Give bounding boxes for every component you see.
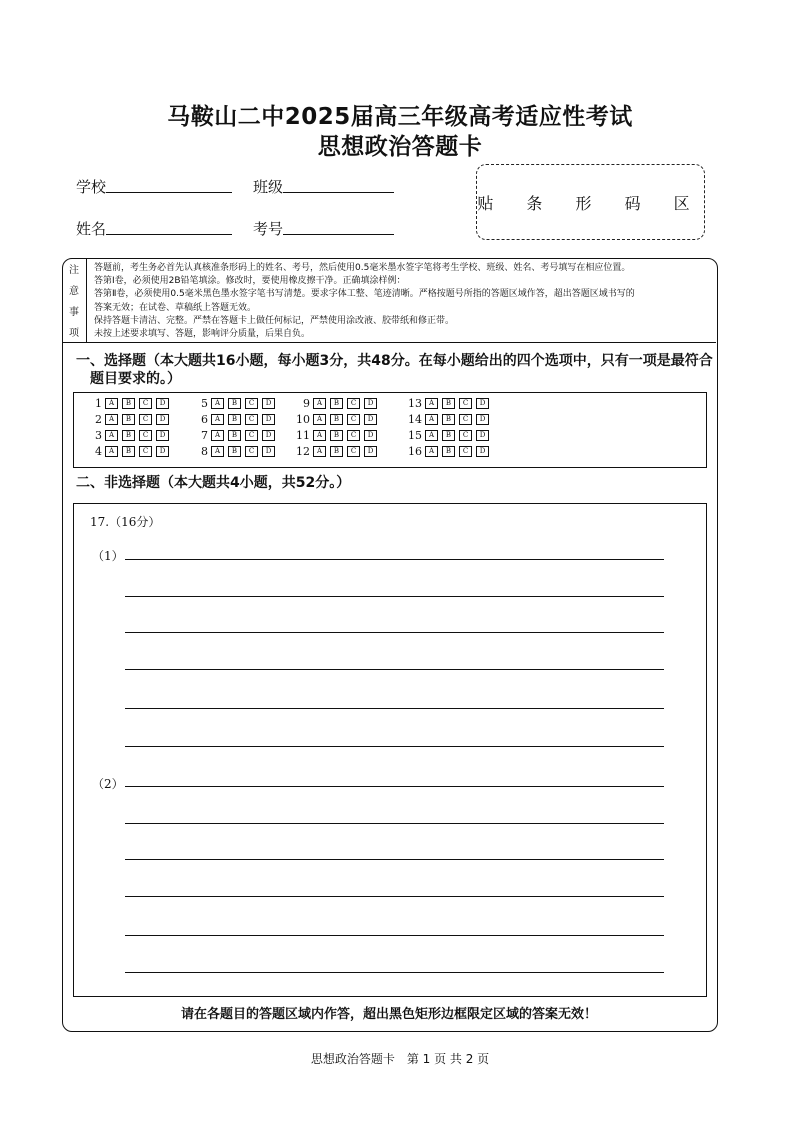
mc-question: [194, 429, 279, 442]
mc-option-bubble[interactable]: C: [139, 430, 152, 441]
mc-option-bubble[interactable]: C: [245, 398, 258, 409]
mc-question: [408, 429, 493, 442]
mc-option-bubble[interactable]: B: [330, 446, 343, 457]
mc-option-bubble[interactable]: B: [442, 414, 455, 425]
name-field[interactable]: [106, 216, 232, 235]
mc-question: [194, 397, 279, 410]
mc-option-bubble[interactable]: A: [211, 414, 224, 425]
mc-question: [296, 413, 381, 426]
exam-number-label: 考号: [253, 220, 284, 238]
section1-title-line1: 一、选择题（本大题共16小题，每小题3分，共48分。在每小题给出的四个选项中，只有一项是最符合: [76, 353, 713, 369]
mc-option-bubble[interactable]: A: [211, 446, 224, 457]
barcode-area: [476, 164, 705, 240]
mc-option-bubble[interactable]: A: [313, 414, 326, 425]
notice-line: 未按上述要求填写、答题，影响评分质量，后果自负。: [94, 329, 311, 340]
mc-option-bubble[interactable]: A: [105, 398, 118, 409]
mc-question: [88, 429, 173, 442]
mc-question: [88, 397, 173, 410]
mc-question-number: 6: [201, 413, 208, 426]
mc-option-bubble[interactable]: C: [347, 430, 360, 441]
answer-line[interactable]: [125, 786, 664, 787]
answer-line[interactable]: [125, 746, 664, 747]
mc-option-bubble[interactable]: B: [442, 446, 455, 457]
mc-question-number: 4: [95, 445, 102, 458]
mc-option-bubble[interactable]: C: [459, 430, 472, 441]
mc-option-bubble[interactable]: A: [425, 414, 438, 425]
answer-line[interactable]: [125, 972, 664, 973]
section1-title-line2: 题目要求的。）: [90, 371, 181, 387]
subject-title: 思想政治答题卡: [317, 134, 483, 160]
mc-option-bubble[interactable]: C: [347, 398, 360, 409]
mc-option-bubble[interactable]: C: [139, 446, 152, 457]
mc-question-number: 12: [296, 445, 310, 458]
mc-option-bubble[interactable]: D: [156, 446, 169, 457]
mc-option-bubble[interactable]: C: [459, 446, 472, 457]
mc-option-bubble[interactable]: C: [245, 430, 258, 441]
mc-option-bubble[interactable]: D: [262, 414, 275, 425]
mc-option-bubble[interactable]: D: [262, 430, 275, 441]
mc-option-bubble[interactable]: C: [459, 414, 472, 425]
notice-line: 答第Ⅰ卷，必须使用2B铅笔填涂。修改时，要使用橡皮擦干净。正确填涂样例：: [94, 276, 406, 287]
mc-option-bubble[interactable]: D: [156, 398, 169, 409]
multiple-choice-grid: [73, 392, 707, 468]
mc-question-number: 1: [95, 397, 102, 410]
notice-label-char: 注: [69, 265, 79, 276]
notice-label-char: 事: [69, 307, 79, 318]
mc-option-bubble[interactable]: A: [211, 430, 224, 441]
mc-question-number: 13: [408, 397, 422, 410]
mc-option-bubble[interactable]: C: [459, 398, 472, 409]
answer-line[interactable]: [125, 559, 664, 560]
mc-question-number: 9: [303, 397, 310, 410]
notice-line: 保持答题卡清洁、完整。严禁在答题卡上做任何标记，严禁使用涂改液、胶带纸和修正带。: [94, 315, 455, 326]
mc-option-bubble[interactable]: B: [228, 430, 241, 441]
mc-question-number: 3: [95, 429, 102, 442]
notice-line: 答题前，考生务必首先认真核准条形码上的姓名、考号，然后使用0.5毫米墨水签字笔将考生学校、班级、姓名、考号填写在相应位置。: [94, 263, 631, 273]
mc-option-bubble[interactable]: D: [364, 398, 377, 409]
mc-option-bubble[interactable]: A: [105, 446, 118, 457]
mc-option-bubble[interactable]: C: [139, 398, 152, 409]
section1-title: [76, 352, 713, 388]
mc-question: [296, 445, 381, 458]
mc-option-bubble[interactable]: D: [262, 398, 275, 409]
mc-option-bubble[interactable]: D: [364, 446, 377, 457]
mc-option-bubble[interactable]: D: [364, 430, 377, 441]
mc-option-bubble[interactable]: C: [245, 414, 258, 425]
mc-question: [88, 445, 173, 458]
mc-option-bubble[interactable]: B: [442, 430, 455, 441]
mc-option-bubble[interactable]: B: [122, 430, 135, 441]
answer-line[interactable]: [125, 896, 664, 897]
mc-question-number: 5: [201, 397, 208, 410]
mc-option-bubble[interactable]: D: [262, 446, 275, 457]
notice-line: 答案无效；在试卷、草稿纸上答题无效。: [94, 302, 257, 313]
mc-option-bubble[interactable]: B: [442, 398, 455, 409]
mc-option-bubble[interactable]: A: [105, 414, 118, 425]
mc-question-number: 10: [296, 413, 310, 426]
mc-option-bubble[interactable]: B: [330, 414, 343, 425]
school-field[interactable]: [106, 174, 232, 193]
mc-option-bubble[interactable]: A: [211, 398, 224, 409]
mc-option-bubble[interactable]: A: [425, 430, 438, 441]
mc-question: [296, 397, 381, 410]
answer-line[interactable]: [125, 708, 664, 709]
section2-title: 二、非选择题（本大题共4小题，共52分。）: [76, 475, 351, 491]
mc-question: [194, 413, 279, 426]
question-17-header: 17.（16分）: [90, 515, 161, 529]
answer-line[interactable]: [125, 823, 664, 824]
mc-option-bubble[interactable]: D: [476, 398, 489, 409]
mc-question: [88, 413, 173, 426]
mc-option-bubble[interactable]: A: [425, 398, 438, 409]
class-label: 班级: [253, 178, 284, 196]
mc-question: [296, 429, 381, 442]
notice-text: [94, 262, 712, 341]
answer-line[interactable]: [125, 669, 664, 670]
answer-line[interactable]: [125, 935, 664, 936]
mc-option-bubble[interactable]: A: [313, 398, 326, 409]
mc-option-bubble[interactable]: D: [476, 414, 489, 425]
name-label: 姓名: [76, 220, 107, 238]
mc-option-bubble[interactable]: C: [139, 414, 152, 425]
class-field[interactable]: [283, 174, 394, 193]
exam-title: 马鞍山二中2025届高三年级高考适应性考试: [167, 104, 633, 130]
mc-option-bubble[interactable]: C: [245, 446, 258, 457]
mc-option-bubble[interactable]: D: [476, 430, 489, 441]
question-17-part2-label: （2）: [92, 777, 124, 791]
barcode-area-label: 贴 条 形 码 区: [477, 193, 704, 213]
mc-question: [408, 413, 493, 426]
mc-question-number: 16: [408, 445, 422, 458]
mc-option-bubble[interactable]: B: [228, 398, 241, 409]
answer-line[interactable]: [125, 596, 664, 597]
mc-question-number: 14: [408, 413, 422, 426]
mc-option-bubble[interactable]: A: [313, 446, 326, 457]
mc-question-number: 15: [408, 429, 422, 442]
mc-question: [408, 445, 493, 458]
mc-option-bubble[interactable]: A: [105, 430, 118, 441]
mc-question: [194, 445, 279, 458]
mc-question-number: 2: [95, 413, 102, 426]
mc-question: [408, 397, 493, 410]
mc-option-bubble[interactable]: A: [425, 446, 438, 457]
mc-option-bubble[interactable]: B: [330, 398, 343, 409]
mc-question-number: 7: [201, 429, 208, 442]
mc-option-bubble[interactable]: B: [330, 430, 343, 441]
mc-option-bubble[interactable]: B: [122, 398, 135, 409]
mc-option-bubble[interactable]: D: [364, 414, 377, 425]
mc-option-bubble[interactable]: C: [347, 414, 360, 425]
mc-option-bubble[interactable]: D: [156, 414, 169, 425]
answer-line[interactable]: [125, 859, 664, 860]
mc-option-bubble[interactable]: B: [228, 446, 241, 457]
page-footer: 思想政治答题卡 第 1 页 共 2 页: [310, 1052, 490, 1066]
answer-line[interactable]: [125, 632, 664, 633]
mc-question-number: 8: [201, 445, 208, 458]
mc-option-bubble[interactable]: C: [347, 446, 360, 457]
mc-option-bubble[interactable]: D: [476, 446, 489, 457]
notice-block: [62, 258, 716, 343]
answer-area-warning: 请在各题目的答题区域内作答，超出黑色矩形边框限定区域的答案无效！: [180, 1007, 597, 1022]
mc-option-bubble[interactable]: B: [228, 414, 241, 425]
notice-label-char: 项: [69, 328, 79, 339]
notice-label: [62, 258, 87, 342]
mc-option-bubble[interactable]: A: [313, 430, 326, 441]
question-17-box: [73, 503, 707, 997]
mc-option-bubble[interactable]: B: [122, 414, 135, 425]
exam-number-field[interactable]: [283, 216, 394, 235]
notice-label-char: 意: [69, 286, 79, 297]
mc-option-bubble[interactable]: D: [156, 430, 169, 441]
mc-option-bubble[interactable]: B: [122, 446, 135, 457]
school-label: 学校: [76, 178, 107, 196]
notice-line: 答第Ⅱ卷，必须使用0.5毫米黑色墨水签字笔书写清楚。要求字体工整、笔迹清晰。严格按题号所指的答题区域作答，超出答题区域书写的: [94, 289, 635, 300]
question-17-part1-label: （1）: [92, 549, 124, 563]
mc-question-number: 11: [296, 429, 310, 442]
